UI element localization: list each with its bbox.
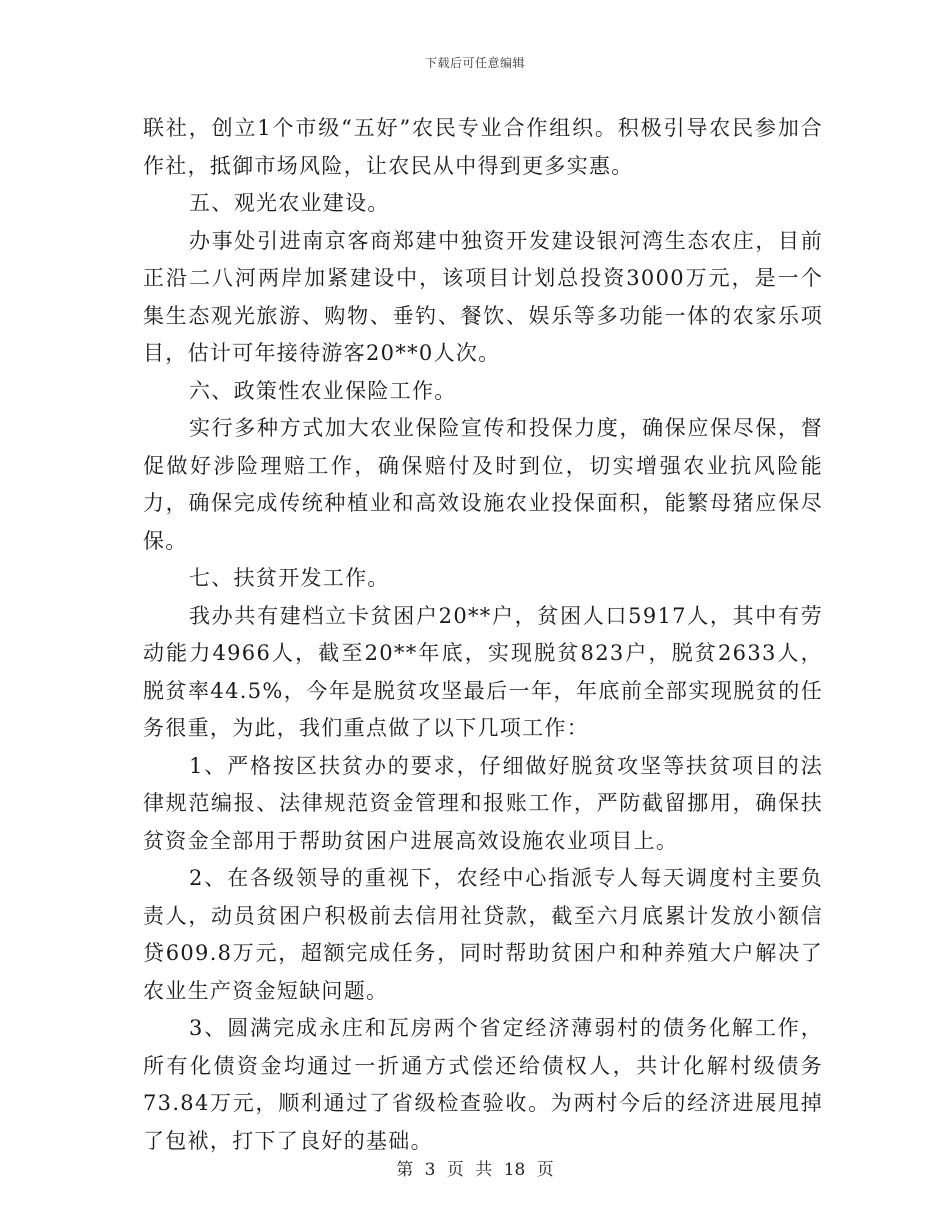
page-header: 下载后可任意编辑 <box>424 56 525 70</box>
list-item: 2、在各级领导的重视下，农经中心指派专人每天调度村主要负责人，动员贫困户积极前去信用社贷款，截至六月底累计发放小额信贷609.8万元，超额完成任务，同时帮助贫困户和种养殖大户解决了农业生产资金短缺问题。 <box>143 866 823 1003</box>
section-heading: 六、政策性农业保险工作。 <box>189 378 457 403</box>
list-item: 1、严格按区扶贫办的要求，仔细做好脱贫攻坚等扶贫项目的法律规范编报、法律规范资金管理和报账工作，严防截留挪用，确保扶贫资金全部用于帮助贫困户进展高效设施农业项目上。 <box>143 753 823 853</box>
page-footer: 第 3 页 共 18 页 <box>396 1160 554 1180</box>
paragraph: 实行多种方式加大农业保险宣传和投保力度，确保应保尽保，督促做好涉险理赔工作，确保赔付及时到位，切实增强农业抗风险能力，确保完成传统种植业和高效设施农业投保面积，能繁母猪应保尽保。 <box>143 416 823 553</box>
document-body <box>143 110 823 1160</box>
paragraph: 联社，创立1个市级“五好”农民专业合作组织。积极引导农民参加合作社，抵御市场风险，让农民从中得到更多实惠。 <box>143 116 823 178</box>
paragraph: 我办共有建档立卡贫困户20**户，贫困人口5917人，其中有劳动能力4966人，截至20**年底，实现脱贫823户，脱贫2633人，脱贫率44.5%，今年是脱贫攻坚最后一年，年底前全部实现脱贫的任务很重，为此，我们重点做了以下几项工作： <box>143 603 823 740</box>
paragraph: 办事处引进南京客商郑建中独资开发建设银河湾生态农庄，目前正沿二八河两岸加紧建设中，该项目计划总投资3000万元，是一个集生态观光旅游、购物、垂钓、餐饮、娱乐等多功能一体的农家乐项目，估计可年接待游客20**0人次。 <box>143 228 823 365</box>
section-heading: 七、扶贫开发工作。 <box>189 566 390 590</box>
list-item: 3、圆满完成永庄和瓦房两个省定经济薄弱村的债务化解工作，所有化债资金均通过一折通方式偿还给债权人，共计化解村级债务73.84万元，顺利通过了省级检查验收。为两村今后的经济进展甩掉了包袱，打下了良好的基础。 <box>143 1016 823 1153</box>
section-heading: 五、观光农业建设。 <box>189 191 390 215</box>
